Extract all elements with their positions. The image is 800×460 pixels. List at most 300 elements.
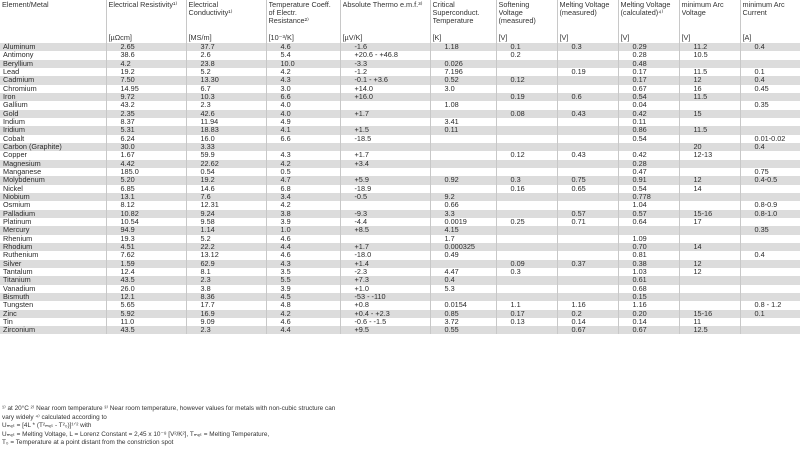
value-cell: 14.6 [186,185,266,193]
table-row [0,176,800,184]
table-row [0,293,800,301]
value-cell [496,118,557,126]
value-cell: 4.5 [266,293,340,301]
value-cell: 0.55 [430,326,496,334]
value-cell: 0.1 [740,68,800,76]
value-cell: 0.61 [618,276,679,284]
value-cell: 4.0 [266,101,340,109]
value-cell: +5.9 [340,176,430,184]
value-cell: 0.11 [618,118,679,126]
table-row [0,276,800,284]
value-cell: 5.3 [430,285,496,293]
value-cell: 0.20 [618,310,679,318]
value-cell [740,276,800,284]
value-cell [679,201,740,209]
table-row [0,51,800,59]
value-cell: 4.6 [266,251,340,259]
value-cell: 7.196 [430,68,496,76]
value-cell: 8.1 [186,268,266,276]
value-cell: 1.03 [618,268,679,276]
column-title: Melting Voltage (measured) [559,1,610,17]
value-cell [496,85,557,93]
table-row [0,93,800,101]
column-header [618,0,679,43]
value-cell: +9.5 [340,326,430,334]
value-cell [740,218,800,226]
column-header [679,0,740,43]
value-cell: 3.4 [266,193,340,201]
value-cell [496,135,557,143]
value-cell [740,318,800,326]
value-cell [266,143,340,151]
value-cell: 14.95 [106,85,186,93]
value-cell [496,201,557,209]
value-cell: 11.5 [679,126,740,134]
footnote-line: vary widely ⁴⁾ calculated according to [2,413,107,421]
table-row [0,210,800,218]
value-cell: 0.09 [496,260,557,268]
value-cell: 0.92 [430,176,496,184]
value-cell: 4.0 [266,110,340,118]
value-cell: 4.4 [266,243,340,251]
value-cell: 0.38 [618,260,679,268]
column-unit: [10⁻³/K] [268,33,294,42]
value-cell: +7.3 [340,276,430,284]
value-cell: 0.2 [557,310,618,318]
value-cell: 4.3 [266,76,340,84]
value-cell: 0.5 [266,168,340,176]
value-cell: 0.2 [496,51,557,59]
value-cell: 1.14 [186,226,266,234]
element-name-cell: Iridium [0,126,106,134]
value-cell: 0.0019 [430,218,496,226]
value-cell [679,101,740,109]
value-cell: 23.8 [186,60,266,68]
value-cell: 1.09 [618,235,679,243]
element-name-cell: Vanadium [0,285,106,293]
value-cell: +16.0 [340,93,430,101]
value-cell: 0.4 [740,143,800,151]
footnotes [2,405,792,448]
value-cell: 4.6 [266,235,340,243]
value-cell: 0.35 [740,101,800,109]
value-cell: -4.4 [340,218,430,226]
value-cell [340,101,430,109]
value-cell: 3.8 [266,210,340,218]
value-cell: 0.000325 [430,243,496,251]
value-cell: 0.08 [496,110,557,118]
column-title: Absolute Thermo e.m.f.³⁾ [342,1,423,9]
value-cell: +1.5 [340,126,430,134]
element-name-cell: Gold [0,110,106,118]
element-name-cell: Lead [0,68,106,76]
value-cell: 5.4 [266,51,340,59]
value-cell [496,143,557,151]
value-cell: 2.3 [186,101,266,109]
value-cell: 0.4 [740,251,800,259]
element-name-cell: Platinum [0,218,106,226]
value-cell: 0.65 [557,185,618,193]
value-cell: 0.42 [618,110,679,118]
table-body [0,43,800,334]
value-cell [740,110,800,118]
value-cell [496,243,557,251]
value-cell: 6.8 [266,185,340,193]
value-cell [496,326,557,334]
value-cell: 3.9 [266,285,340,293]
header-row [0,0,800,43]
value-cell [557,60,618,68]
value-cell [679,276,740,284]
value-cell: 0.13 [496,318,557,326]
table-row [0,251,800,259]
value-cell: 3.0 [430,85,496,93]
value-cell: 22.62 [186,160,266,168]
value-cell: 4.2 [266,160,340,168]
value-cell: 0.47 [618,168,679,176]
value-cell: 0.57 [618,210,679,218]
value-cell [557,285,618,293]
value-cell [679,193,740,201]
value-cell [496,276,557,284]
value-cell: 94.9 [106,226,186,234]
value-cell [557,293,618,301]
value-cell: 185.0 [106,168,186,176]
table-row [0,268,800,276]
value-cell [679,251,740,259]
value-cell [740,185,800,193]
table-row [0,43,800,51]
element-name-cell: Antimony [0,51,106,59]
table-row [0,235,800,243]
element-name-cell: Silver [0,260,106,268]
value-cell: 19.3 [106,235,186,243]
value-cell: 9.2 [430,193,496,201]
value-cell: 0.16 [496,185,557,193]
value-cell: 0.12 [496,76,557,84]
element-name-cell: Molybdenum [0,176,106,184]
value-cell [557,143,618,151]
value-cell [740,93,800,101]
value-cell: -2.3 [340,268,430,276]
value-cell: 12 [679,268,740,276]
value-cell [740,126,800,134]
column-title: minimum Arc Current [742,1,785,17]
value-cell: 7.50 [106,76,186,84]
value-cell: +20.6 - +46.8 [340,51,430,59]
value-cell [340,201,430,209]
value-cell: 3.3 [430,210,496,218]
value-cell: 4.42 [106,160,186,168]
table-row [0,85,800,93]
value-cell: 0.3 [557,43,618,51]
value-cell: 17 [679,218,740,226]
value-cell: 0.1 [740,310,800,318]
value-cell: 6.24 [106,135,186,143]
column-title: Critical Superconduct. Temperature [432,1,480,25]
value-cell [340,168,430,176]
value-cell: 15 [679,110,740,118]
table-row [0,285,800,293]
value-cell [557,226,618,234]
value-cell: -53 - -110 [340,293,430,301]
value-cell [679,235,740,243]
value-cell: 11.5 [679,93,740,101]
value-cell: 11.94 [186,118,266,126]
table-row [0,318,800,326]
value-cell [496,235,557,243]
value-cell [430,293,496,301]
element-name-cell: Magnesium [0,160,106,168]
value-cell: 0.85 [430,310,496,318]
table-row [0,135,800,143]
value-cell: +1.7 [340,243,430,251]
value-cell [557,76,618,84]
value-cell [679,135,740,143]
value-cell [430,143,496,151]
value-cell: 1.08 [430,101,496,109]
element-name-cell: Zirconium [0,326,106,334]
value-cell: 0.17 [618,76,679,84]
value-cell: 0.70 [618,243,679,251]
value-cell: 19.2 [106,68,186,76]
element-name-cell: Cobalt [0,135,106,143]
element-name-cell: Chromium [0,85,106,93]
value-cell: 16.0 [186,135,266,143]
value-cell [557,126,618,134]
table-row [0,143,800,151]
value-cell: 15-16 [679,310,740,318]
value-cell [557,201,618,209]
value-cell: 0.71 [557,218,618,226]
value-cell [430,185,496,193]
value-cell: 4.6 [266,318,340,326]
value-cell: 0.026 [430,60,496,68]
value-cell: 11.5 [679,68,740,76]
table-row [0,326,800,334]
element-name-cell: Beryllium [0,60,106,68]
value-cell: 3.8 [186,285,266,293]
table-row [0,310,800,318]
value-cell [740,60,800,68]
value-cell: 4.51 [106,243,186,251]
value-cell: 0.42 [618,151,679,159]
value-cell: 2.6 [186,51,266,59]
value-cell: 3.72 [430,318,496,326]
element-name-cell: Palladium [0,210,106,218]
value-cell: 42.6 [186,110,266,118]
value-cell: 11.2 [679,43,740,51]
element-name-cell: Manganese [0,168,106,176]
value-cell: 0.91 [618,176,679,184]
element-name-cell: Titanium [0,276,106,284]
value-cell [679,285,740,293]
value-cell: 0.37 [557,260,618,268]
value-cell [557,276,618,284]
element-name-cell: Aluminum [0,43,106,51]
value-cell: +14.0 [340,85,430,93]
value-cell: -18.9 [340,185,430,193]
value-cell [496,210,557,218]
value-cell: 19.2 [186,176,266,184]
value-cell: 10.54 [106,218,186,226]
value-cell: 3.9 [266,218,340,226]
value-cell: 0.17 [496,310,557,318]
value-cell: 4.2 [266,310,340,318]
value-cell [740,243,800,251]
value-cell: 0.75 [557,176,618,184]
value-cell: 0.67 [618,85,679,93]
element-name-cell: Tantalum [0,268,106,276]
value-cell: 0.25 [496,218,557,226]
value-cell: 1.18 [430,43,496,51]
value-cell [496,126,557,134]
table-row [0,243,800,251]
value-cell [496,226,557,234]
value-cell [740,260,800,268]
column-header [740,0,800,43]
column-unit: [A] [742,33,752,42]
value-cell: 0.29 [618,43,679,51]
value-cell: 0.28 [618,160,679,168]
table-row [0,76,800,84]
element-name-cell: Mercury [0,226,106,234]
value-cell: 0.19 [496,93,557,101]
table-row [0,118,800,126]
value-cell [740,326,800,334]
value-cell [679,168,740,176]
value-cell: 0.49 [430,251,496,259]
value-cell: 16.9 [186,310,266,318]
value-cell: 43.2 [106,101,186,109]
table-row [0,160,800,168]
table-row [0,201,800,209]
value-cell: 0.43 [557,110,618,118]
value-cell: 4.47 [430,268,496,276]
value-cell: 8.37 [106,118,186,126]
value-cell: 0.15 [618,293,679,301]
element-name-cell: Bismuth [0,293,106,301]
value-cell: 0.81 [618,251,679,259]
value-cell [430,151,496,159]
value-cell: 0.1 [496,43,557,51]
table-row [0,68,800,76]
value-cell: +1.7 [340,151,430,159]
value-cell: 12 [679,76,740,84]
table-row [0,110,800,118]
element-name-cell: Zinc [0,310,106,318]
value-cell [618,226,679,234]
value-cell: 6.7 [186,85,266,93]
value-cell [340,143,430,151]
element-name-cell: Rhenium [0,235,106,243]
value-cell [430,51,496,59]
value-cell [740,51,800,59]
value-cell: 13.1 [106,193,186,201]
value-cell: 0.86 [618,126,679,134]
value-cell: 0.67 [557,326,618,334]
value-cell: 9.09 [186,318,266,326]
value-cell [740,160,800,168]
column-header [496,0,557,43]
column-unit: [V] [498,33,508,42]
value-cell [557,251,618,259]
footnote-line: Uₘₑₜ = Melting Voltage, L = Lorenz Constant = 2,45 x 10⁻⁸ [V²/K²], Tₘₑₜ = Melting Temperature, [2,430,270,438]
value-cell: 12.4 [106,268,186,276]
column-header [557,0,618,43]
value-cell: 5.2 [186,235,266,243]
element-name-cell: Gallium [0,101,106,109]
value-cell: 5.65 [106,301,186,309]
value-cell: 0.43 [557,151,618,159]
footnote-line: ¹⁾ at 20°C ²⁾ Near room temperature ³⁾ Near room temperature, however values for metals with non-cubic structure can [2,405,336,412]
value-cell: 5.2 [186,68,266,76]
value-cell [679,301,740,309]
value-cell: 43.5 [106,326,186,334]
value-cell: 9.58 [186,218,266,226]
value-cell: 22.2 [186,243,266,251]
column-title: Temperature Coeff. of Electr. Resistance²⁾ [268,1,331,25]
value-cell: 4.4 [266,326,340,334]
value-cell: 0.75 [740,168,800,176]
value-cell: 0.54 [618,93,679,101]
value-cell [740,268,800,276]
value-cell: 10.82 [106,210,186,218]
value-cell: 0.4 [740,43,800,51]
value-cell: 0.8-0.9 [740,201,800,209]
column-unit: [MS/m] [188,33,212,42]
value-cell [496,285,557,293]
value-cell: 0.04 [618,101,679,109]
value-cell: -18.5 [340,135,430,143]
value-cell: 30.0 [106,143,186,151]
column-title: minimum Arc Voltage [681,1,724,17]
column-unit: [V] [681,33,691,42]
value-cell [496,168,557,176]
element-name-cell: Nickel [0,185,106,193]
value-cell [740,193,800,201]
element-name-cell: Niobium [0,193,106,201]
value-cell: 4.1 [266,126,340,134]
value-cell [679,60,740,68]
value-cell: 0.45 [740,85,800,93]
value-cell: 4.2 [266,201,340,209]
value-cell [557,118,618,126]
footnote-line: Uₘₑₜ = [4L * (T²ₘₑₜ - T²₀)]¹ᐟ² with [2,422,92,430]
value-cell: 2.3 [186,276,266,284]
value-cell: 1.7 [430,235,496,243]
value-cell: 3.5 [266,268,340,276]
value-cell: 0.11 [430,126,496,134]
value-cell: 8.12 [106,201,186,209]
element-name-cell: Ruthenium [0,251,106,259]
value-cell: 0.54 [618,135,679,143]
value-cell [430,260,496,268]
column-header [430,0,496,43]
value-cell: 0.54 [186,168,266,176]
value-cell: 0.778 [618,193,679,201]
value-cell: 14 [679,185,740,193]
value-cell [496,193,557,201]
column-title: Electrical Conductivity¹⁾ [188,1,233,17]
value-cell: 11 [679,318,740,326]
value-cell [679,160,740,168]
table-row [0,168,800,176]
value-cell: 10.3 [186,93,266,101]
value-cell: -9.3 [340,210,430,218]
value-cell [557,85,618,93]
value-cell: 5.92 [106,310,186,318]
